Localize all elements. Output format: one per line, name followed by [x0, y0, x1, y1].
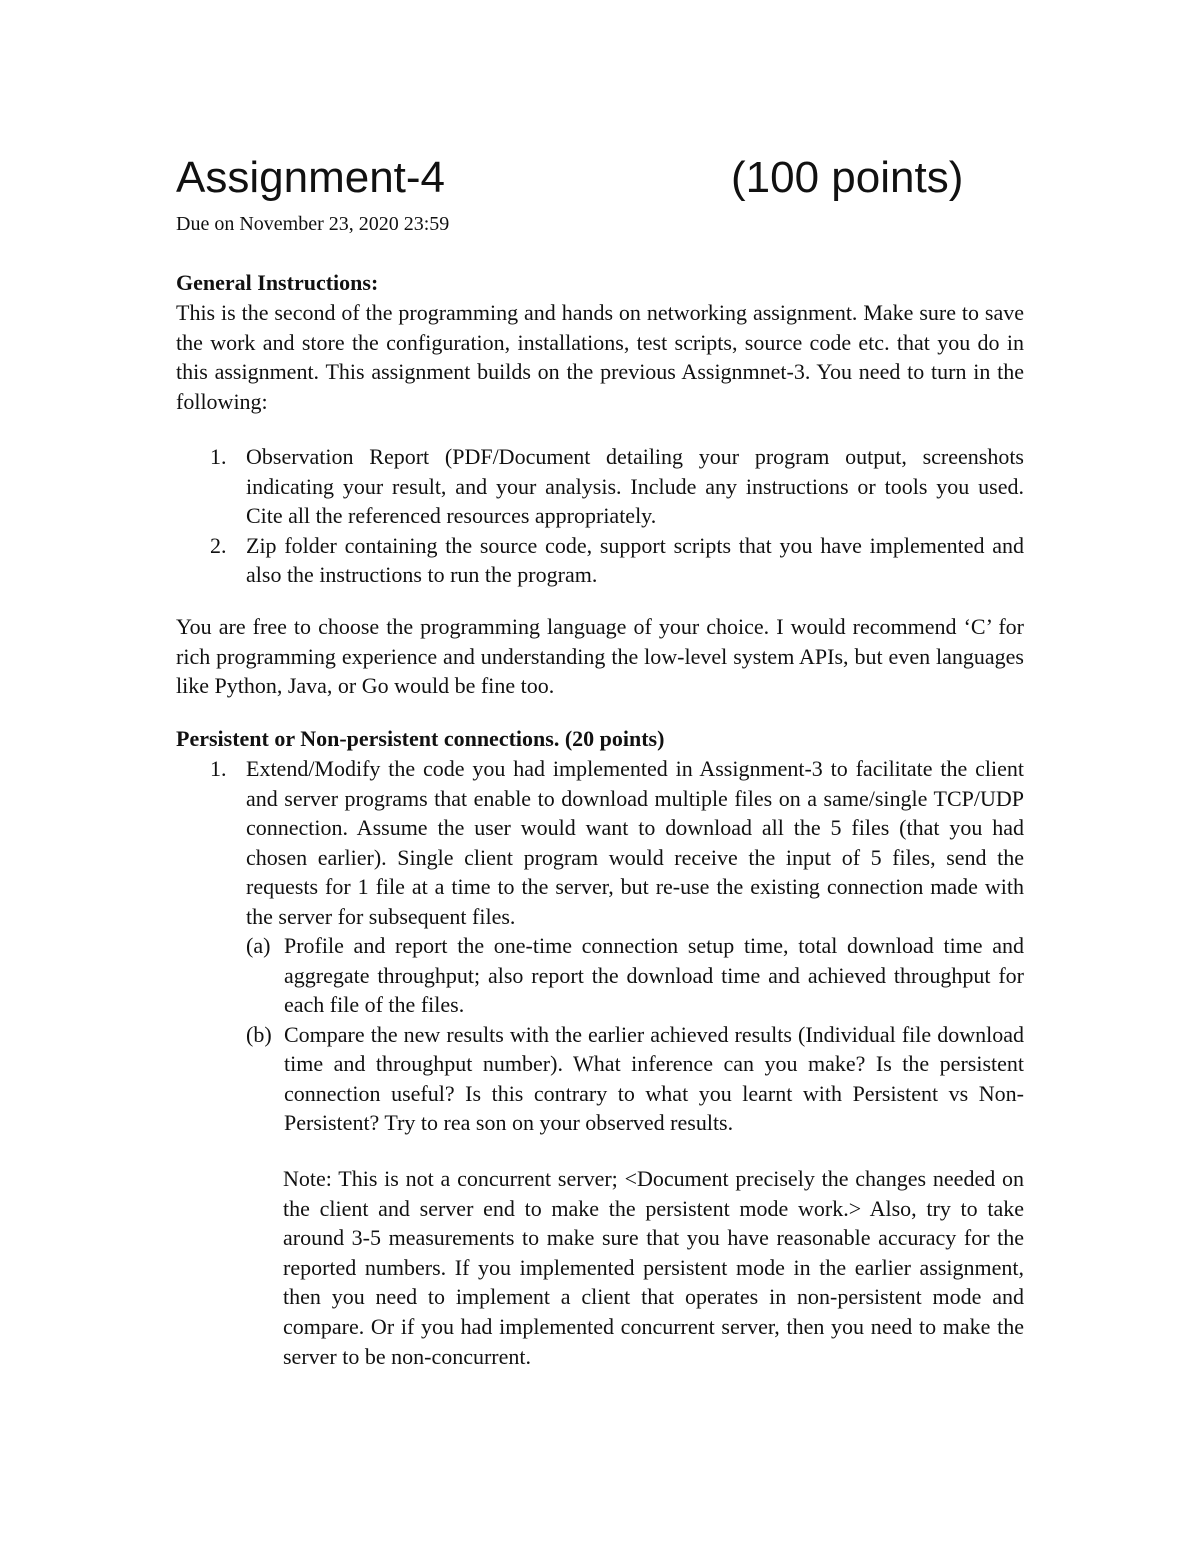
deliverable-item [176, 531, 1024, 590]
subtask-item [176, 931, 1024, 1020]
general-instructions-heading: General Instructions: [176, 270, 379, 295]
subtask-text: Profile and report the one-time connection setup time, total download time and aggregate throughput; also report the download time and achieved throughput for each file of the files. [284, 933, 1024, 1017]
deliverable-text: Zip folder containing the source code, support scripts that you have implemented and also the instructions to run the program. [246, 532, 1024, 587]
assignment-points: (100 points) [731, 153, 964, 202]
task-text: Extend/Modify the code you had implemented in Assignment-3 to facilitate the client and server programs that enable to download multiple files on a same/single TCP/UDP connection. Assume the user would want to download all the 5 files (that you had chosen earlier). Single client program would receive the input of 5 files, send the requests for 1 file at a time to the server, but re-use the existing connection made with the server for subsequent files. [246, 756, 1024, 929]
persistent-section-heading: Persistent or Non-persistent connections. (20 points) [176, 726, 665, 751]
task-item [176, 754, 1024, 931]
general-instructions-section [176, 268, 1024, 416]
sublist-label: (b) [246, 1021, 272, 1047]
assignment-title: Assignment-4 [176, 153, 446, 202]
general-intro-paragraph: This is the second of the programming and hands on networking assignment. Make sure to save the work and store the configuration, installations, test scripts, source code etc. that you do in this assignment. This assignment builds on the previous Assignmnet-3. You need to turn in the following: [176, 300, 1024, 414]
sublist-label: (a) [246, 933, 271, 958]
title-row [176, 150, 996, 210]
list-number: 1. [210, 444, 227, 469]
note-paragraph: Note: This is not a concurrent server; <Document precisely the changes needed on the client and server end to make the persistent mode work.> Also, try to take around 3-5 measurements to make sure that you have reasonable accuracy for the reported numbers. If you implemented persistent mode in the earlier assignment, then you need to implement a client that operates in non-persistent mode and compare. Or if you had implemented concurrent server, then you need to make the server to be non-concurrent. [283, 1166, 1024, 1369]
deliverable-text: Observation Report (PDF/Document detailing your program output, screenshots indicating your result, and your analysis. Include any instructions or tools you used. Cite all the referenced resources appropriately. [246, 444, 1024, 528]
subtask-text: Compare the new results with the earlier achieved results (Individual file download time and throughput number). What inference can you make? Is the persistent connection useful? Is this contrary to what you learnt with Persistent vs Non-Persistent? Try to rea son on your observed results. [284, 1021, 1024, 1135]
deliverables-list [176, 442, 1024, 590]
language-note-paragraph: You are free to choose the programming language of your choice. I would recommend ‘C’ for rich programming experience and understanding the low-level system APIs, but even languages like Python, Java, or Go would be fine too. [176, 614, 1024, 698]
list-number: 2. [210, 532, 227, 558]
subtask-item [176, 1020, 1024, 1138]
persistent-section [176, 724, 1024, 1138]
deliverable-item [176, 442, 1024, 531]
list-number: 1. [210, 756, 227, 781]
due-date: Due on November 23, 2020 23:59 [176, 213, 450, 235]
